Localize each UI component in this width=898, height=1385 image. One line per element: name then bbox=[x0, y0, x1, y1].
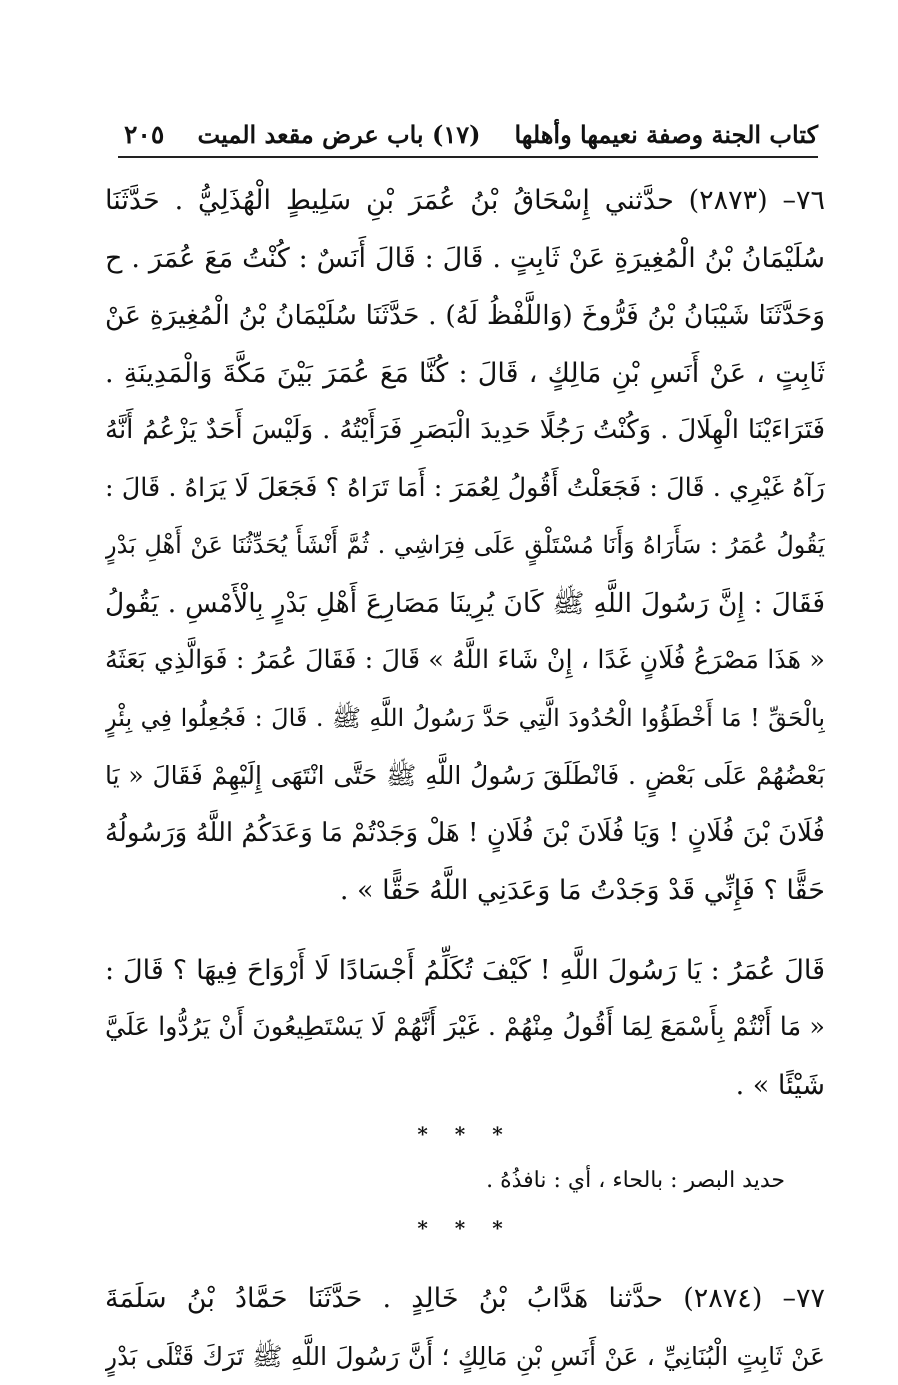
text-line: ثَابِتٍ ، عَنْ أَنَسِ بْنِ مَالِكٍ ، قَالَ : كُنَّا مَعَ عُمَرَ بَيْنَ مَكَّةَ وَالْمَدِينَةِ . bbox=[105, 345, 825, 403]
paragraph-umar-question bbox=[105, 942, 825, 1115]
text-line: فُلَانَ بْنَ فُلَانٍ ! وَيَا فُلَانَ بْنَ فُلَانٍ ! هَلْ وَجَدْتُمْ مَا وَعَدَكُمُ اللَّهُ وَرَسُولُهُ bbox=[105, 805, 825, 863]
book-title: كتاب الجنة وصفة نعيمها وأهلها bbox=[514, 120, 818, 149]
text-line: ٧٦– (٢٨٧٣) حدَّثني إِسْحَاقُ بْنُ عُمَرَ بْنِ سَلِيطٍ الْهُذَلِيُّ . حَدَّثَنَا bbox=[105, 172, 825, 230]
text-line: بَعْضُهُمْ عَلَى بَعْضٍ . فَانْطَلَقَ رَسُولُ اللَّهِ ﷺ حَتَّى انْتَهَى إِلَيْهِمْ فَقَالَ « يَا bbox=[105, 747, 825, 805]
text-line: بِالْحَقِّ ! مَا أَخْطَؤُوا الْحُدُودَ الَّتِي حَدَّ رَسُولُ اللَّهِ ﷺ . قَالَ : فَجُعِلُوا فِي بِئْرٍ bbox=[105, 690, 825, 748]
text-line: قَالَ عُمَرُ : يَا رَسُولَ اللَّهِ ! كَيْفَ تُكَلِّمُ أَجْسَادًا لَا أَرْوَاحَ فِيهَا ؟ قَالَ : bbox=[105, 942, 825, 1000]
text-line: ٧٧– (٢٨٧٤) حدَّثنا هَدَّابُ بْنُ خَالِدٍ . حَدَّثَنَا حَمَّادُ بْنُ سَلَمَةَ bbox=[105, 1270, 825, 1328]
text-line: سُلَيْمَانُ بْنُ الْمُغِيرَةِ عَنْ ثَابِتٍ . قَالَ : قَالَ أَنَسٌ : كُنْتُ مَعَ عُمَرَ . ح bbox=[105, 230, 825, 288]
paragraph-gap bbox=[105, 920, 825, 942]
text-line: فَقَالَ : إِنَّ رَسُولَ اللَّهِ ﷺ كَانَ يُرِينَا مَصَارِعَ أَهْلِ بَدْرٍ بِالْأَمْسِ . يَقُولُ bbox=[105, 575, 825, 633]
text-line: يَقُولُ عُمَرُ : سَأَرَاهُ وَأَنَا مُسْتَلْقٍ عَلَى فِرَاشِي . ثُمَّ أَنْشَأَ يُحَدِّثُنَا عَنْ أَهْلِ بَدْرٍ bbox=[105, 517, 825, 575]
text-line: عَنْ ثَابِتٍ الْبُنَانِيِّ ، عَنْ أَنَسِ بْنِ مَالِكٍ ؛ أَنَّ رَسُولَ اللَّهِ ﷺ تَرَكَ قَتْلَى بَدْرٍ bbox=[105, 1328, 825, 1385]
hadith-76 bbox=[105, 172, 825, 920]
page-header bbox=[118, 112, 818, 158]
text-line: رَآهُ غَيْرِي . قَالَ : فَجَعَلْتُ أَقُولُ لِعُمَرَ : أَمَا تَرَاهُ ؟ فَجَعَلَ لَا يَرَاهُ . قَالَ : bbox=[105, 460, 825, 518]
text-line: « هَذَا مَصْرَعُ فُلَانٍ غَدًا ، إِنْ شَاءَ اللَّهُ » قَالَ : فَقَالَ عُمَرُ : فَوَالَّذِي بَعَثَهُ bbox=[105, 632, 825, 690]
text-line: حَقًّا ؟ فَإِنِّي قَدْ وَجَدْتُ مَا وَعَدَنِي اللَّهُ حَقًّا » . bbox=[105, 862, 825, 920]
footnote: حديد البصر : بالحاء ، أي : نافذُهُ . bbox=[105, 1154, 825, 1208]
chapter-title: (١٧) باب عرض مقعد الميت bbox=[198, 120, 481, 149]
text-line: وَحَدَّثَنَا شَيْبَانُ بْنُ فَرُّوخَ (وَاللَّفْظُ لَهُ) . حَدَّثَنَا سُلَيْمَانُ بْنُ الْمُغِيرَةِ عَنْ bbox=[105, 287, 825, 345]
hadith-77 bbox=[105, 1270, 825, 1385]
page-body bbox=[105, 172, 825, 1385]
section-separator: * * * bbox=[105, 1114, 825, 1154]
text-line: « مَا أَنْتُمْ بِأَسْمَعَ لِمَا أَقُولُ مِنْهُمْ . غَيْرَ أَنَّهُمْ لَا يَسْتَطِيعُونَ أَنْ يَرُدُّوا عَلَيَّ bbox=[105, 999, 825, 1057]
page-number: ٢٠٥ bbox=[124, 120, 164, 149]
paragraph-gap bbox=[105, 1248, 825, 1270]
text-line: فَتَرَاءَيْنَا الْهِلَالَ . وَكُنْتُ رَجُلًا حَدِيدَ الْبَصَرِ فَرَأَيْتُهُ . وَلَيْسَ أَحَدٌ يَزْعُمُ أَنَّهُ bbox=[105, 402, 825, 460]
text-line: شَيْئًا » . bbox=[105, 1057, 825, 1115]
section-separator: * * * bbox=[105, 1208, 825, 1248]
